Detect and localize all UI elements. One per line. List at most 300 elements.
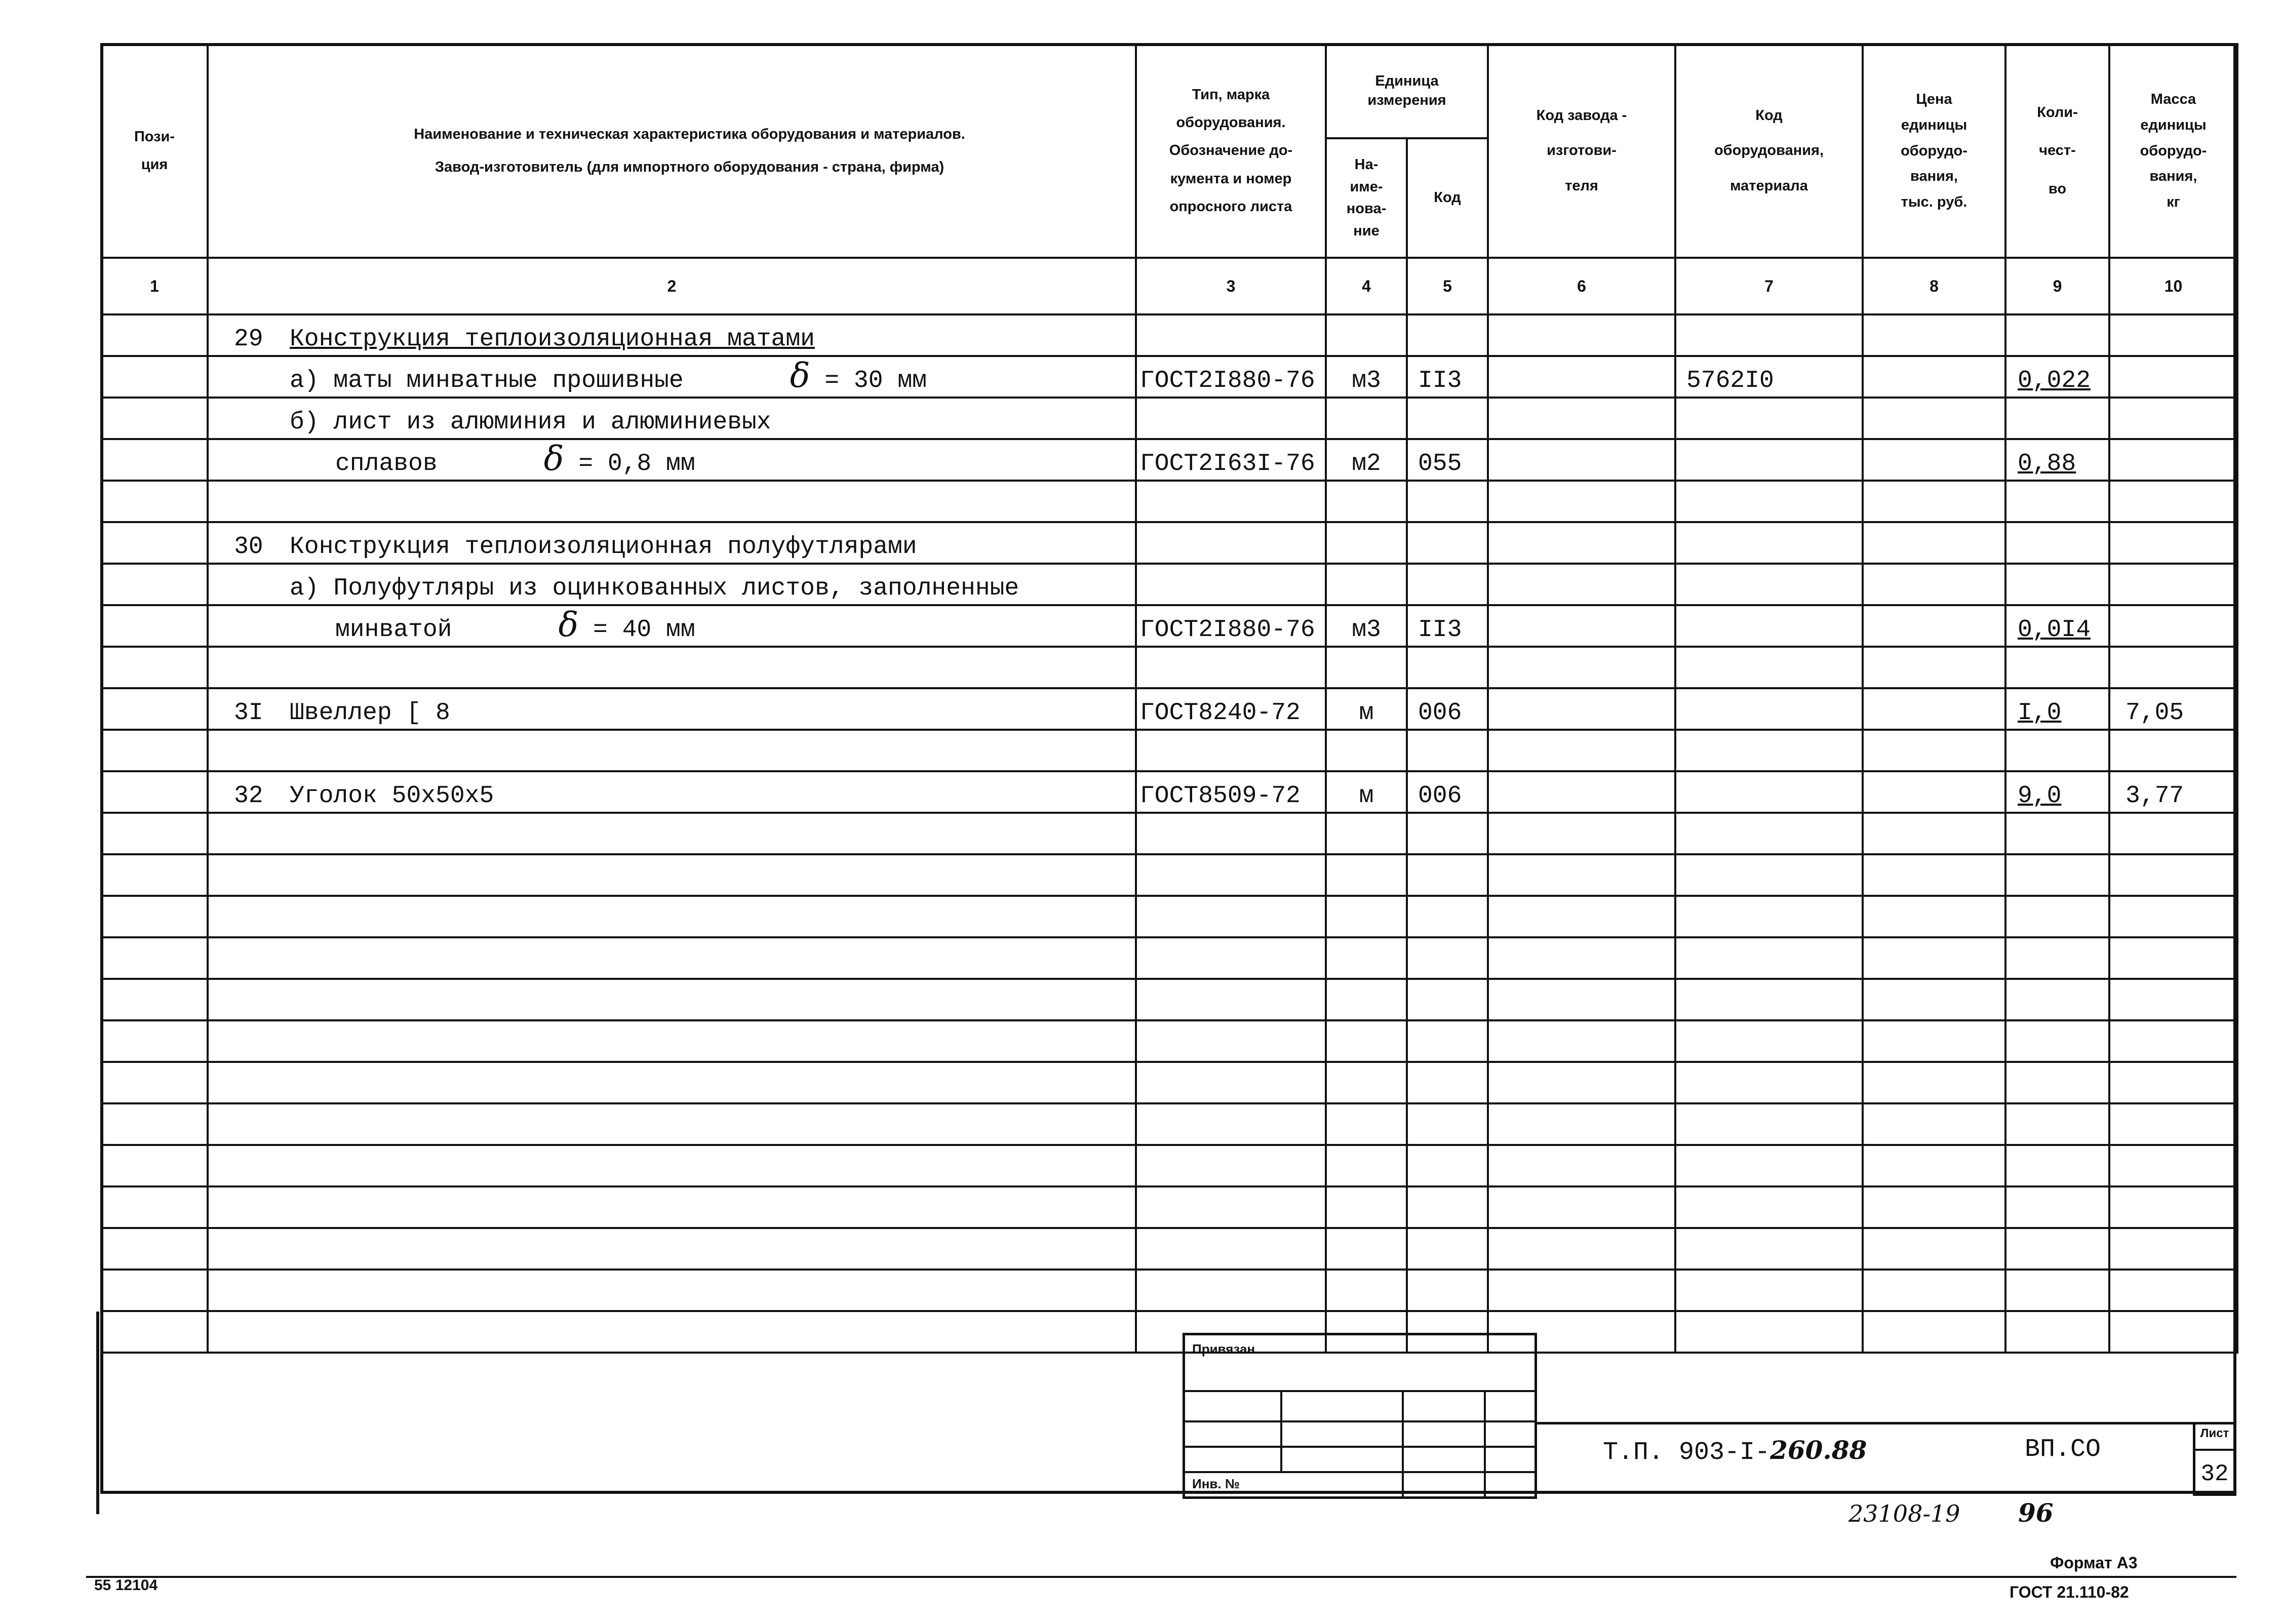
- empty-cell: [2109, 1103, 2237, 1145]
- col-num: 3: [1136, 258, 1326, 314]
- cell-name: [208, 730, 1136, 771]
- empty-cell: [2109, 1062, 2237, 1103]
- empty-cell: [2109, 937, 2237, 979]
- column-numbers-row: [101, 258, 2237, 314]
- col-num: 1: [101, 258, 208, 314]
- empty-cell: [208, 1145, 1136, 1186]
- empty-cell: [101, 1020, 208, 1062]
- empty-cell: [2005, 1062, 2109, 1103]
- header-position: Пози- ция: [101, 44, 208, 258]
- cell-unit-name: [1326, 522, 1407, 564]
- empty-cell: [208, 937, 1136, 979]
- empty-cell: [1675, 1062, 1863, 1103]
- empty-cell: [1675, 1228, 1863, 1270]
- archive-code: 23108-19: [1848, 1500, 1960, 1527]
- cell-unit-name: м: [1326, 688, 1407, 730]
- empty-cell: [1407, 1062, 1488, 1103]
- empty-cell: [1407, 1186, 1488, 1228]
- empty-cell: [1488, 1145, 1675, 1186]
- cell-doc: ГОСТ2I880-76: [1136, 356, 1326, 398]
- cell-position: [101, 605, 208, 647]
- empty-cell: [2109, 896, 2237, 937]
- empty-cell: [2109, 979, 2237, 1020]
- table-row: [101, 439, 2237, 481]
- cell-quantity: 0,88: [2005, 439, 2109, 481]
- table-row-empty: [101, 896, 2237, 937]
- cell-mass: [2109, 398, 2237, 439]
- empty-cell: [2005, 1020, 2109, 1062]
- empty-cell: [101, 896, 208, 937]
- empty-cell: [1675, 1311, 1863, 1353]
- cell-name: [208, 356, 1136, 398]
- header-type: Тип, марка оборудования. Обозначение до- кумента и номер опросного листа: [1136, 44, 1326, 258]
- empty-cell: [2005, 813, 2109, 854]
- header-unit-code: Код: [1407, 138, 1488, 258]
- col-num: 9: [2005, 258, 2109, 314]
- name-wrap: [209, 605, 695, 644]
- document-code: [1603, 1435, 1867, 1467]
- table-row-empty: [101, 1311, 2237, 1353]
- section-code: ВП.СО: [2025, 1435, 2101, 1464]
- cell-name: [208, 564, 1136, 605]
- cell-unit-code: 006: [1407, 688, 1488, 730]
- cell-unit-code: 055: [1407, 439, 1488, 481]
- cell-name: [208, 439, 1136, 481]
- empty-cell: [1136, 1270, 1326, 1311]
- cell-mass: [2109, 439, 2237, 481]
- empty-cell: [1136, 1186, 1326, 1228]
- item-name: минватой: [335, 616, 452, 644]
- empty-cell: [1136, 1103, 1326, 1145]
- cell-price: [1863, 647, 2005, 688]
- empty-cell: [2109, 1020, 2237, 1062]
- cell-unit-code: II3: [1407, 605, 1488, 647]
- empty-cell: [1675, 1145, 1863, 1186]
- empty-cell: [101, 1103, 208, 1145]
- col-num: 5: [1407, 258, 1488, 314]
- cell-mass: [2109, 605, 2237, 647]
- sheet-label: Лист: [2200, 1427, 2229, 1440]
- cell-quantity: [2005, 730, 2109, 771]
- empty-cell: [2005, 1228, 2109, 1270]
- header-name: Наименование и техническая характеристика оборудования и материалов. Завод-изготовитель (для импортного оборудования - страна, фирма): [208, 44, 1136, 258]
- empty-cell: [101, 979, 208, 1020]
- empty-cell: [1675, 979, 1863, 1020]
- header-plant-code: Код завода - изготови- теля: [1488, 44, 1675, 258]
- cell-unit-name: [1326, 647, 1407, 688]
- table-row: [101, 771, 2237, 813]
- name-wrap: [290, 699, 450, 727]
- cell-position: [101, 522, 208, 564]
- position-number: 30: [234, 533, 263, 561]
- cell-unit-code: [1407, 398, 1488, 439]
- cell-price: [1863, 481, 2005, 522]
- cell-material-code: 5762I0: [1675, 356, 1863, 398]
- table-row-empty: [101, 1020, 2237, 1062]
- cell-name: [208, 314, 1136, 356]
- name-wrap: [209, 575, 1019, 602]
- cell-name: [208, 522, 1136, 564]
- cell-position: [101, 398, 208, 439]
- bound-label: Привязан: [1192, 1341, 1255, 1357]
- empty-cell: [208, 1228, 1136, 1270]
- header-unit-name: На- име- нова- ние: [1326, 138, 1407, 258]
- stamp-line: [1484, 1390, 1486, 1499]
- thickness-value: = 40 мм: [593, 616, 695, 644]
- cell-unit-code: [1407, 647, 1488, 688]
- empty-cell: [101, 1311, 208, 1353]
- specification-table: [100, 43, 2238, 1354]
- cell-doc: [1136, 564, 1326, 605]
- empty-cell: [1407, 1228, 1488, 1270]
- empty-cell: [1136, 1228, 1326, 1270]
- empty-cell: [1407, 937, 1488, 979]
- table-row-empty: [101, 937, 2237, 979]
- cell-quantity: 0,022: [2005, 356, 2109, 398]
- empty-cell: [1326, 1186, 1407, 1228]
- cell-doc: [1136, 481, 1326, 522]
- name-wrap: [209, 356, 927, 395]
- cell-price: [1863, 398, 2005, 439]
- empty-cell: [2109, 1145, 2237, 1186]
- frame-left-ext: [96, 1312, 99, 1514]
- empty-cell: [1675, 1103, 1863, 1145]
- empty-cell: [1863, 937, 2005, 979]
- cell-plant-code: [1488, 771, 1675, 813]
- empty-cell: [208, 1062, 1136, 1103]
- col-num: 2: [208, 258, 1136, 314]
- cell-plant-code: [1488, 647, 1675, 688]
- col-num: 6: [1488, 258, 1675, 314]
- cell-name: [208, 605, 1136, 647]
- empty-cell: [1863, 1270, 2005, 1311]
- empty-cell: [1488, 1062, 1675, 1103]
- empty-cell: [208, 1311, 1136, 1353]
- delta-symbol: δ: [543, 439, 564, 478]
- table-row: [101, 605, 2237, 647]
- cell-doc: [1136, 647, 1326, 688]
- cell-material-code: [1675, 647, 1863, 688]
- cell-name: [208, 771, 1136, 813]
- cell-unit-code: 006: [1407, 771, 1488, 813]
- empty-cell: [1863, 1228, 2005, 1270]
- table-row-empty: [101, 1186, 2237, 1228]
- stamp-line: [1185, 1390, 1534, 1392]
- empty-cell: [1488, 854, 1675, 896]
- empty-cell: [2005, 937, 2109, 979]
- cell-doc: ГОСТ8240-72: [1136, 688, 1326, 730]
- empty-cell: [1863, 1145, 2005, 1186]
- empty-cell: [208, 854, 1136, 896]
- table-row: [101, 647, 2237, 688]
- item-name: Швеллер [ 8: [290, 699, 450, 727]
- table-row-empty: [101, 1228, 2237, 1270]
- empty-cell: [1136, 979, 1326, 1020]
- cell-quantity: I,0: [2005, 688, 2109, 730]
- empty-cell: [1488, 1270, 1675, 1311]
- empty-cell: [2005, 1186, 2109, 1228]
- cell-price: [1863, 356, 2005, 398]
- table-row: [101, 522, 2237, 564]
- cell-doc: [1136, 730, 1326, 771]
- empty-cell: [1488, 1186, 1675, 1228]
- header-row: [101, 44, 2237, 138]
- empty-cell: [208, 1020, 1136, 1062]
- cell-name: [208, 398, 1136, 439]
- cell-mass: [2109, 564, 2237, 605]
- name-wrap: [290, 782, 494, 810]
- table-row-empty: [101, 1145, 2237, 1186]
- empty-cell: [1488, 979, 1675, 1020]
- archive-page: 96: [2018, 1498, 2054, 1528]
- empty-cell: [1326, 979, 1407, 1020]
- cell-quantity: [2005, 398, 2109, 439]
- empty-cell: [2005, 1145, 2109, 1186]
- empty-cell: [2109, 1186, 2237, 1228]
- header-mass: Масса единицы оборудо- вания, кг: [2109, 44, 2237, 258]
- empty-cell: [208, 979, 1136, 1020]
- empty-cell: [1407, 979, 1488, 1020]
- cell-position: [101, 688, 208, 730]
- table-row-empty: [101, 1270, 2237, 1311]
- empty-cell: [1488, 937, 1675, 979]
- item-name: Уголок 50х50х5: [290, 782, 494, 810]
- cell-position: [101, 314, 208, 356]
- empty-cell: [1326, 1062, 1407, 1103]
- header-material-code: Код оборудования, материала: [1675, 44, 1863, 258]
- cell-unit-name: [1326, 398, 1407, 439]
- cell-plant-code: [1488, 605, 1675, 647]
- cell-material-code: [1675, 314, 1863, 356]
- empty-cell: [1863, 1186, 2005, 1228]
- item-name: Конструкция теплоизоляционная матами: [290, 326, 815, 353]
- cell-unit-name: [1326, 314, 1407, 356]
- empty-cell: [1488, 1228, 1675, 1270]
- table-row: [101, 314, 2237, 356]
- empty-cell: [1136, 896, 1326, 937]
- empty-cell: [2005, 1103, 2109, 1145]
- empty-cell: [101, 1062, 208, 1103]
- cell-name: [208, 688, 1136, 730]
- empty-cell: [1326, 1270, 1407, 1311]
- empty-cell: [1407, 1270, 1488, 1311]
- cell-doc: ГОСТ2I880-76: [1136, 605, 1326, 647]
- col-num: 7: [1675, 258, 1863, 314]
- empty-cell: [2109, 1228, 2237, 1270]
- table-row-empty: [101, 979, 2237, 1020]
- position-number: 32: [234, 782, 263, 810]
- cell-mass: [2109, 647, 2237, 688]
- empty-cell: [1863, 813, 2005, 854]
- empty-cell: [101, 1145, 208, 1186]
- empty-cell: [2005, 896, 2109, 937]
- cell-price: [1863, 771, 2005, 813]
- name-wrap: [209, 439, 695, 478]
- cell-quantity: [2005, 564, 2109, 605]
- doc-code-handwritten: 260.88: [1770, 1435, 1867, 1465]
- cell-quantity: [2005, 522, 2109, 564]
- empty-cell: [1407, 854, 1488, 896]
- cell-price: [1863, 439, 2005, 481]
- stamp-line: [1280, 1390, 1282, 1471]
- empty-cell: [1326, 1228, 1407, 1270]
- header-quantity: Коли- чест- во: [2005, 44, 2109, 258]
- cell-material-code: [1675, 398, 1863, 439]
- col-num: 8: [1863, 258, 2005, 314]
- cell-plant-code: [1488, 688, 1675, 730]
- cell-unit-code: [1407, 564, 1488, 605]
- cell-doc: [1136, 314, 1326, 356]
- empty-cell: [2005, 1311, 2109, 1353]
- empty-cell: [1863, 979, 2005, 1020]
- name-wrap: [290, 533, 917, 561]
- format-label: Формат А3: [2050, 1554, 2138, 1572]
- title-block-line: [1537, 1422, 2193, 1424]
- stamp-line: [1185, 1420, 1534, 1422]
- position-number: 29: [234, 326, 263, 353]
- cell-unit-name: м: [1326, 771, 1407, 813]
- cell-quantity: [2005, 481, 2109, 522]
- cell-quantity: 0,0I4: [2005, 605, 2109, 647]
- cell-position: [101, 647, 208, 688]
- cell-price: [1863, 314, 2005, 356]
- col-num: 10: [2109, 258, 2237, 314]
- cell-quantity: [2005, 314, 2109, 356]
- cell-unit-name: [1326, 564, 1407, 605]
- cell-doc: ГОСТ8509-72: [1136, 771, 1326, 813]
- cell-position: [101, 439, 208, 481]
- empty-cell: [1863, 896, 2005, 937]
- cell-position: [101, 730, 208, 771]
- cell-mass: [2109, 356, 2237, 398]
- table-row: [101, 564, 2237, 605]
- sheet-number-box: [2193, 1422, 2236, 1496]
- thickness-value: = 30 мм: [824, 367, 927, 394]
- empty-cell: [1326, 813, 1407, 854]
- empty-cell: [101, 813, 208, 854]
- cell-price: [1863, 688, 2005, 730]
- table-row-empty: [101, 1103, 2237, 1145]
- empty-cell: [1326, 896, 1407, 937]
- empty-cell: [1488, 1020, 1675, 1062]
- sheet-box-divider: [2195, 1449, 2234, 1451]
- empty-cell: [208, 1186, 1136, 1228]
- empty-cell: [1136, 1062, 1326, 1103]
- empty-cell: [101, 854, 208, 896]
- empty-cell: [1863, 1311, 2005, 1353]
- empty-cell: [2109, 1311, 2237, 1353]
- cell-position: [101, 771, 208, 813]
- empty-cell: [2109, 1270, 2237, 1311]
- cell-position: [101, 481, 208, 522]
- item-name: Конструкция теплоизоляционная полуфутлярами: [290, 533, 917, 561]
- empty-cell: [2109, 854, 2237, 896]
- empty-cell: [2109, 813, 2237, 854]
- delta-symbol: δ: [790, 356, 810, 395]
- empty-cell: [208, 896, 1136, 937]
- name-wrap: [209, 409, 771, 436]
- empty-cell: [1326, 1103, 1407, 1145]
- binding-stamp: [1183, 1333, 1537, 1499]
- table-row-empty: [101, 1062, 2237, 1103]
- cell-material-code: [1675, 522, 1863, 564]
- empty-cell: [2005, 854, 2109, 896]
- empty-cell: [1326, 854, 1407, 896]
- stamp-line: [1185, 1471, 1534, 1473]
- stamp-line: [1185, 1446, 1534, 1448]
- empty-cell: [1863, 1062, 2005, 1103]
- empty-cell: [1136, 1020, 1326, 1062]
- table-row: [101, 481, 2237, 522]
- empty-cell: [1675, 1186, 1863, 1228]
- cell-mass: [2109, 314, 2237, 356]
- cell-plant-code: [1488, 564, 1675, 605]
- empty-cell: [1488, 813, 1675, 854]
- table-row-empty: [101, 854, 2237, 896]
- empty-cell: [208, 1103, 1136, 1145]
- empty-cell: [1407, 1103, 1488, 1145]
- cell-unit-code: [1407, 730, 1488, 771]
- empty-cell: [1136, 854, 1326, 896]
- empty-cell: [1326, 937, 1407, 979]
- empty-cell: [101, 1186, 208, 1228]
- position-number: 3I: [234, 699, 263, 727]
- cell-plant-code: [1488, 439, 1675, 481]
- empty-cell: [1407, 1145, 1488, 1186]
- cell-doc: [1136, 398, 1326, 439]
- sheet-number: 32: [2200, 1461, 2229, 1487]
- cell-price: [1863, 564, 2005, 605]
- item-name: а) маты минватные прошивные: [290, 367, 684, 394]
- cell-name: [208, 481, 1136, 522]
- header-unit-group: Единица измерения: [1326, 44, 1488, 138]
- cell-plant-code: [1488, 356, 1675, 398]
- cell-unit-name: м2: [1326, 439, 1407, 481]
- empty-cell: [101, 1270, 208, 1311]
- stamp-line: [1402, 1390, 1404, 1499]
- table-row: [101, 398, 2237, 439]
- cell-plant-code: [1488, 314, 1675, 356]
- empty-cell: [1326, 1020, 1407, 1062]
- table-row: [101, 688, 2237, 730]
- cell-material-code: [1675, 605, 1863, 647]
- inventory-label: Инв. №: [1192, 1476, 1240, 1491]
- cell-doc: ГОСТ2I63I-76: [1136, 439, 1326, 481]
- cell-mass: 7,05: [2109, 688, 2237, 730]
- empty-cell: [1407, 1020, 1488, 1062]
- empty-cell: [1675, 1020, 1863, 1062]
- empty-cell: [1407, 896, 1488, 937]
- thickness-value: = 0,8 мм: [578, 450, 695, 478]
- empty-cell: [1675, 813, 1863, 854]
- empty-cell: [1136, 1145, 1326, 1186]
- empty-cell: [1675, 896, 1863, 937]
- empty-cell: [2005, 979, 2109, 1020]
- cell-plant-code: [1488, 398, 1675, 439]
- cell-doc: [1136, 522, 1326, 564]
- cell-price: [1863, 605, 2005, 647]
- cell-price: [1863, 522, 2005, 564]
- cell-mass: [2109, 481, 2237, 522]
- empty-cell: [1863, 854, 2005, 896]
- empty-cell: [1863, 1103, 2005, 1145]
- empty-cell: [1675, 854, 1863, 896]
- cell-mass: [2109, 730, 2237, 771]
- cell-unit-code: [1407, 522, 1488, 564]
- item-name: сплавов: [335, 450, 438, 478]
- table-row-empty: [101, 813, 2237, 854]
- empty-cell: [1675, 937, 1863, 979]
